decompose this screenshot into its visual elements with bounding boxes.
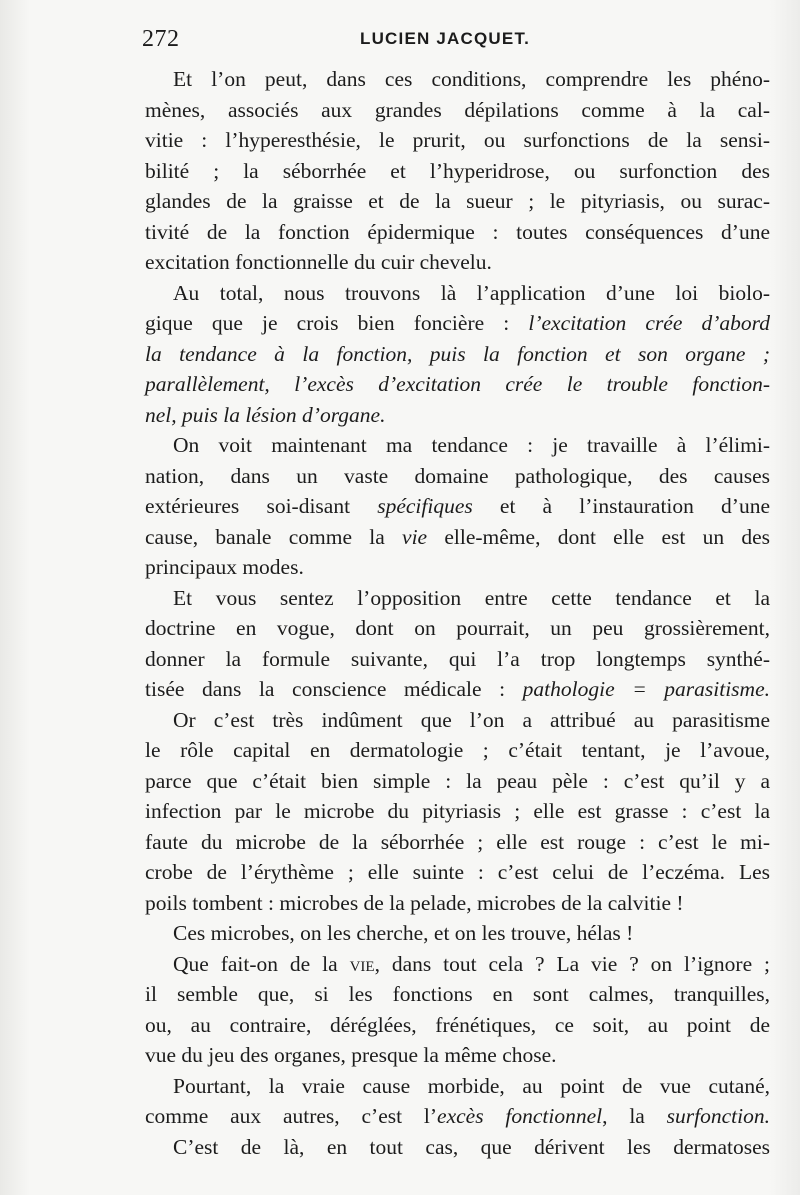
italic-text: la tendance à la fonction, puis la fonction et son organe ; bbox=[145, 341, 770, 366]
running-head bbox=[140, 26, 770, 56]
text-line bbox=[145, 461, 770, 492]
text-line bbox=[145, 400, 770, 431]
line-text: comme aux autres, c’est l’ bbox=[145, 1104, 438, 1128]
line-text: gique que je crois bien foncière : bbox=[145, 311, 529, 335]
line-text: Pourtant, la vraie cause morbide, au point de vue cutané, bbox=[173, 1073, 770, 1098]
text-line bbox=[145, 918, 770, 949]
text-line bbox=[145, 247, 770, 278]
text-line bbox=[145, 430, 770, 461]
line-text: faute du microbe de la séborrhée ; elle est rouge : c’est le mi- bbox=[145, 829, 770, 854]
text-line bbox=[145, 735, 770, 766]
italic-text: l’excitation crée d’abord bbox=[528, 311, 770, 335]
text-line bbox=[145, 888, 770, 919]
line-text: , dans tout cela ? La vie ? on l’ignore ; bbox=[374, 951, 770, 976]
line-text: Et vous sentez l’opposition entre cette tendance et la bbox=[173, 585, 770, 610]
text-line bbox=[145, 949, 770, 980]
text-line bbox=[145, 766, 770, 797]
line-text: vitie : l’hyperesthésie, le prurit, ou surfonctions de la sensi- bbox=[145, 128, 770, 152]
text-line bbox=[145, 125, 770, 156]
text-line bbox=[145, 217, 770, 248]
italic-text: excès fonctionnel bbox=[437, 1104, 603, 1128]
line-text: excitation fonctionnelle du cuir chevelu. bbox=[145, 250, 492, 274]
italic-text: spécifiques bbox=[377, 494, 473, 518]
text-line bbox=[145, 308, 770, 339]
italic-text: nel, puis la lésion d’organe. bbox=[145, 402, 386, 427]
italic-text: parallèlement, l’excès d’excitation crée le trouble fonction- bbox=[145, 372, 770, 396]
line-text: et à l’instauration d’une bbox=[472, 494, 770, 518]
body-text bbox=[145, 64, 770, 1162]
line-text: Et l’on peut, dans ces conditions, comprendre les phéno- bbox=[173, 67, 770, 91]
line-text: vue du jeu des organes, presque la même chose. bbox=[145, 1043, 557, 1067]
line-text: donner la formule suivante, qui l’a trop longtemps synthé- bbox=[145, 646, 770, 671]
line-text: principaux modes. bbox=[145, 555, 304, 579]
page-number: 272 bbox=[142, 26, 180, 52]
line-text: doctrine en vogue, dont on pourrait, un peu grossièrement, bbox=[145, 616, 770, 640]
line-text: crobe de l’érythème ; elle suinte : c’est celui de l’eczéma. Les bbox=[145, 860, 770, 884]
text-line bbox=[145, 1101, 770, 1132]
text-line bbox=[145, 827, 770, 858]
text-line bbox=[145, 796, 770, 827]
line-text: nation, dans un vaste domaine pathologique, des causes bbox=[145, 463, 770, 488]
text-line bbox=[145, 613, 770, 644]
text-line bbox=[145, 339, 770, 370]
text-line bbox=[145, 156, 770, 187]
text-line bbox=[145, 979, 770, 1010]
italic-text: vie bbox=[402, 524, 428, 549]
line-text: bilité ; la séborrhée et l’hyperidrose, ou surfonction des bbox=[145, 158, 770, 183]
text-line bbox=[145, 674, 770, 705]
text-line bbox=[145, 369, 770, 400]
text-line bbox=[145, 552, 770, 583]
line-text: elle-même, dont elle est un des bbox=[427, 524, 770, 549]
text-line bbox=[145, 95, 770, 126]
line-text: Au total, nous trouvons là l’application d’une loi biolo- bbox=[173, 280, 770, 305]
line-text: Ces microbes, on les cherche, et on les trouve, hélas ! bbox=[173, 921, 634, 945]
italic-text: pathologie = parasitisme. bbox=[522, 677, 770, 701]
italic-text: surfonction. bbox=[666, 1104, 770, 1128]
text-line bbox=[145, 278, 770, 309]
line-text: On voit maintenant ma tendance : je travaille à l’élimi- bbox=[173, 433, 770, 457]
line-text: le rôle capital en dermatologie ; c’était tentant, je l’avoue, bbox=[145, 738, 770, 762]
line-text: mènes, associés aux grandes dépilations comme à la cal- bbox=[145, 97, 770, 122]
text-line bbox=[145, 583, 770, 614]
text-line bbox=[145, 64, 770, 95]
text-line bbox=[145, 1132, 770, 1163]
line-text: extérieures soi-disant bbox=[145, 494, 378, 518]
text-line bbox=[145, 857, 770, 888]
text-line bbox=[145, 522, 770, 553]
text-line bbox=[145, 705, 770, 736]
line-text: ou, au contraire, déréglées, frénétiques, ce soit, au point de bbox=[145, 1012, 770, 1037]
line-text: il semble que, si les fonctions en sont calmes, tranquilles, bbox=[145, 982, 770, 1006]
line-text: C’est de là, en tout cas, que dérivent les dermatoses bbox=[173, 1134, 770, 1159]
small-caps-text: vie bbox=[349, 951, 375, 976]
line-text: poils tombent : microbes de la pelade, microbes de la calvitie ! bbox=[145, 890, 684, 915]
line-text: tisée dans la conscience médicale : bbox=[145, 677, 523, 701]
text-line bbox=[145, 1071, 770, 1102]
text-line bbox=[145, 491, 770, 522]
line-text: glandes de la graisse et de la sueur ; le pityriasis, ou surac- bbox=[145, 189, 770, 213]
line-text: Que fait-on de la bbox=[173, 951, 350, 976]
line-text: cause, banale comme la bbox=[145, 524, 403, 549]
line-text: Or c’est très indûment que l’on a attribué au parasitisme bbox=[173, 707, 770, 732]
running-title: LUCIEN JACQUET. bbox=[360, 29, 531, 48]
text-line bbox=[145, 1010, 770, 1041]
text-line bbox=[145, 1040, 770, 1071]
line-text: tivité de la fonction épidermique : toutes conséquences d’une bbox=[145, 219, 770, 244]
text-line bbox=[145, 186, 770, 217]
line-text: , la bbox=[602, 1104, 667, 1128]
line-text: parce que c’était bien simple : la peau pèle : c’est qu’il y a bbox=[145, 768, 770, 793]
line-text: infection par le microbe du pityriasis ; elle est grasse : c’est la bbox=[145, 799, 770, 823]
text-line bbox=[145, 644, 770, 675]
